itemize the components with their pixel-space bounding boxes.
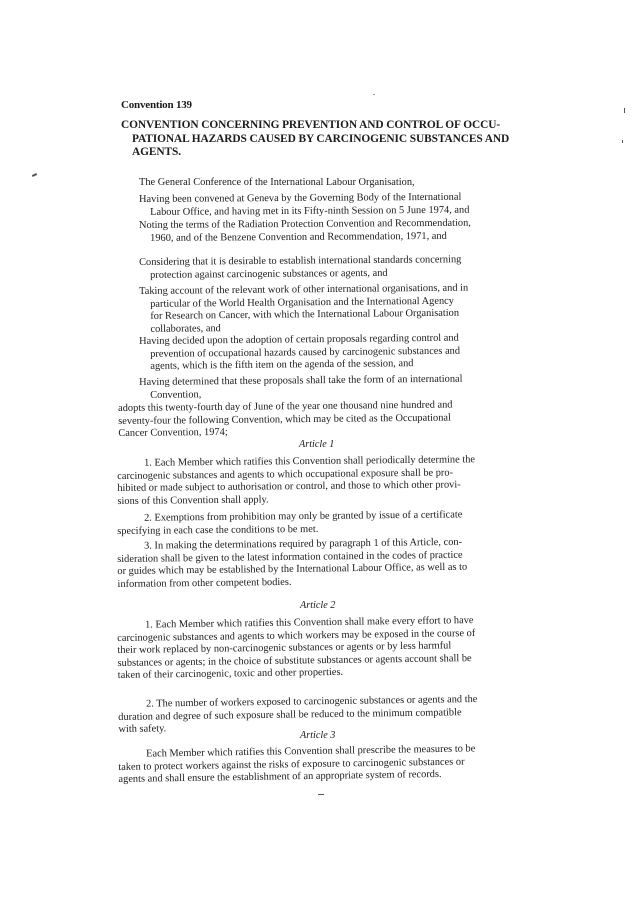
- text-line: prevention of occupational hazards caused by carcinogenic substances and: [150, 345, 461, 360]
- text-line: agents and shall ensure the establishment of an appropriate system of records.: [118, 769, 442, 786]
- text-line: with safety.: [118, 723, 167, 736]
- article-1-paragraph-2: [117, 509, 463, 538]
- preamble-clause: [139, 177, 415, 190]
- title-line: PATIONAL HAZARDS CAUSED BY CARCINOGENIC SUBSTANCES AND: [132, 132, 510, 145]
- text-line: 2. Exemptions from prohibition may only be granted by issue of a certificate: [143, 509, 463, 524]
- text-line: Having determined that these proposals shall take the form of an international: [139, 373, 463, 388]
- text-line: information from other competent bodies.: [117, 576, 292, 590]
- scan-speck: [373, 94, 375, 95]
- text-line: The General Conference of the International Labour Organisation,: [139, 177, 415, 188]
- text-line: Noting the terms of the Radiation Protection Convention and Recommendation,: [139, 217, 471, 231]
- adopts-paragraph: [118, 399, 453, 440]
- article-1-paragraph-3: [117, 537, 467, 592]
- article-2-paragraph-1: [117, 615, 476, 683]
- article-3-heading: Article 3: [300, 730, 336, 741]
- text-line: Taking account of the relevant work of other international organisations, and in: [139, 282, 469, 297]
- text-line: 3. In making the determinations required by paragraph 1 of this Article, con-: [143, 536, 463, 552]
- convention-title: [121, 119, 513, 160]
- title-line: CONVENTION CONCERNING PREVENTION AND CONTROL OF OCCU-: [121, 119, 501, 131]
- text-line: 1960, and of the Benzene Convention and Recommendation, 1971, and: [150, 230, 447, 244]
- text-line: 1. Each Member which ratifies this Convention shall make every effort to have: [144, 615, 474, 631]
- text-line: seventy-four the following Convention, which may be cited as the Occupational: [118, 412, 451, 427]
- text-line: collaborates, and: [150, 322, 221, 335]
- scan-speck: [622, 140, 623, 143]
- title-line: AGENTS.: [132, 146, 181, 158]
- text-line: Considering that it is desirable to establish international standards concerning: [139, 254, 462, 268]
- text-line: agents, which is the fifth item on the agenda of the session, and: [150, 358, 414, 373]
- text-line: Cancer Convention, 1974;: [118, 427, 228, 440]
- text-line: carcinogenic substances and agents to which workers may be exposed in the course of: [117, 627, 476, 644]
- text-line: sideration shall be given to the latest information contained in the codes of practice: [117, 549, 463, 565]
- text-line: adopts this twenty-fourth day of June of the year one thousand nine hundred and: [118, 399, 453, 414]
- text-line: duration and degree of such exposure shall be reduced to the minimum compatible: [118, 706, 462, 723]
- article-1-heading: Article 1: [299, 439, 335, 450]
- text-line: for Research on Cancer, with which the International Labour Organisation: [150, 307, 460, 323]
- text-line: taken of their carcinogenic, toxic and other properties.: [117, 667, 344, 682]
- text-line: or guides which may be established by the International Labour Office, as well as to: [117, 561, 468, 578]
- preamble-clause: [139, 374, 463, 403]
- article-3-paragraph-1: [118, 743, 476, 786]
- preamble-clause: [139, 192, 469, 219]
- scan-speck: [624, 108, 625, 113]
- text-line: Each Member which ratifies this Convention shall prescribe the measures to be: [145, 743, 476, 760]
- text-line: Having been convened at Geneva by the Governing Body of the International: [139, 191, 462, 205]
- text-line: protection against carcinogenic substances or agents, and: [150, 267, 388, 281]
- text-line: specifying in each case the conditions to be met.: [117, 523, 319, 537]
- article-1-paragraph-1: [117, 454, 475, 508]
- text-line: hibited or made subject to authorisation or control, and those to which other provi-: [117, 479, 461, 495]
- scan-speck: [32, 173, 37, 177]
- article-2-heading: Article 2: [300, 600, 336, 611]
- preamble-clause: [139, 254, 462, 282]
- text-line: particular of the World Health Organisation and the International Agency: [150, 295, 454, 310]
- text-line: Labour Office, and having met in its Fifty-ninth Session on 5 June 1974, and: [150, 204, 470, 218]
- text-line: carcinogenic substances and agents to which occupational exposure shall be pro-: [117, 467, 454, 482]
- convention-label: Convention 139: [121, 99, 192, 111]
- text-line: 1. Each Member which ratifies this Convention shall periodically determine the: [143, 454, 476, 469]
- article-2-paragraph-2: [118, 694, 478, 737]
- preamble-clause: [139, 283, 469, 337]
- text-line: substances or agents; in the choice of substitute substances or agents account shall be: [117, 652, 472, 669]
- text-line: Convention,: [150, 388, 202, 401]
- scan-speck: [318, 794, 324, 795]
- preamble-clause: [139, 218, 471, 246]
- text-line: their work replaced by non-carcinogenic substances or agents or by less harmful: [117, 640, 452, 657]
- preamble-clause: [139, 333, 460, 374]
- text-line: Having decided upon the adoption of certain proposals regarding control and: [139, 332, 459, 347]
- text-line: sions of this Convention shall apply.: [117, 494, 269, 507]
- text-line: taken to protect workers against the risks of exposure to carcinogenic substances or: [118, 756, 465, 773]
- text-line: 2. The number of workers exposed to carcinogenic substances or agents and the: [145, 693, 478, 710]
